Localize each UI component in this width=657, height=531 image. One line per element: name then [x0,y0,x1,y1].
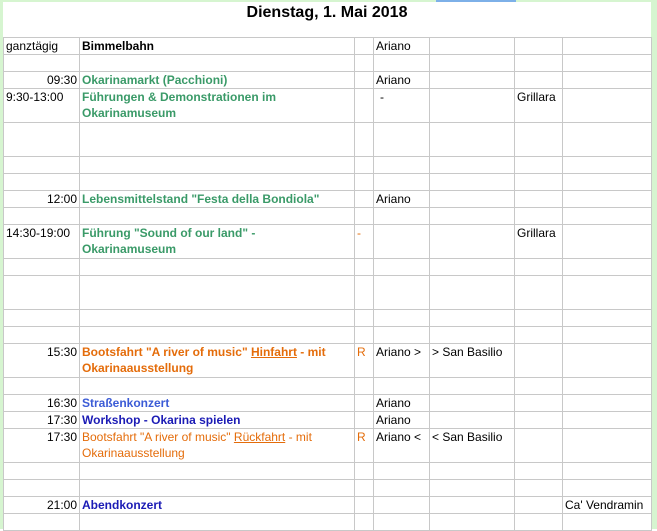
table-row [4,72,652,89]
cell-event[interactable]: Abendkonzert [80,497,355,514]
table-row [4,429,652,463]
table-row [4,327,652,344]
cell-time[interactable]: 12:00 [4,191,80,208]
cell-event[interactable]: Lebensmittelstand "Festa della Bondiola" [80,191,355,208]
cell-event[interactable]: Workshop - Okarina spielen [80,412,355,429]
cell-venue2[interactable] [563,38,652,55]
cell-event[interactable]: Bootsfahrt "A river of music" Hinfahrt - mit Okarinaausstellung [80,344,355,378]
cell-place[interactable]: Ariano [374,38,430,55]
table-row [4,310,652,327]
cell-event[interactable]: Bimmelbahn [80,38,355,55]
cell-event[interactable]: Bootsfahrt "A river of music" Rückfahrt - mit Okarinaausstellung [80,429,355,463]
cell-place[interactable]: Ariano [374,191,430,208]
table-row [4,276,652,310]
cell-time[interactable]: 15:30 [4,344,80,378]
cell-time[interactable]: 9:30-13:00 [4,89,80,123]
cell-place[interactable]: Ariano [374,72,430,89]
cell-venue[interactable]: Grillara [515,89,563,123]
cell-flag[interactable] [355,72,374,89]
cell-place[interactable]: Ariano [374,412,430,429]
cell-venue[interactable]: Grillara [515,225,563,259]
table-row [4,480,652,497]
rueckfahrt-link[interactable]: Rückfahrt [233,430,286,444]
cell-time[interactable]: 09:30 [4,72,80,89]
cell-time[interactable]: 21:00 [4,497,80,514]
cell-time[interactable]: ganztägig [4,38,80,55]
cell-route[interactable]: < San Basilio [430,429,515,463]
table-row [4,395,652,412]
cell-place[interactable]: Ariano < [374,429,430,463]
cell-place[interactable]: Ariano > [374,344,430,378]
cell-event[interactable]: Führung "Sound of our land" - Okarinamuseum [80,225,355,259]
table-row [4,463,652,480]
table-row [4,174,652,191]
cell-time[interactable]: 14:30-19:00 [4,225,80,259]
cell-flag[interactable] [355,89,374,123]
cell-time[interactable]: 17:30 [4,429,80,463]
cell-venue[interactable] [515,38,563,55]
cell-time[interactable]: 16:30 [4,395,80,412]
cell-place[interactable]: Ariano [374,395,430,412]
cell-place[interactable]: - [374,89,430,123]
table-row [4,497,652,514]
cell-flag[interactable]: R [355,344,374,378]
table-row [4,208,652,225]
table-row [4,514,652,531]
hinfahrt-link[interactable]: Hinfahrt [250,345,297,359]
cell-flag[interactable]: R [355,429,374,463]
table-row [4,157,652,174]
table-row [4,378,652,395]
cell-route[interactable]: > San Basilio [430,344,515,378]
cell-time[interactable]: 17:30 [4,412,80,429]
table-row [4,123,652,157]
table-row [4,38,652,55]
table-row [4,55,652,72]
table-row [4,344,652,378]
cell-event[interactable]: Okarinamarkt (Pacchioni) [80,72,355,89]
page-title: Dienstag, 1. Mai 2018 [246,4,408,21]
cell-event[interactable]: Führungen & Demonstrationen im Okarinamuseum [80,89,355,123]
table-row [4,412,652,429]
table-row [4,259,652,276]
schedule-table [3,37,652,531]
cell-flag[interactable] [355,38,374,55]
cell-event[interactable]: Straßenkonzert [80,395,355,412]
table-row [4,89,652,123]
table-row [4,191,652,208]
cell-venue2[interactable]: Ca' Vendramin [563,497,652,514]
cell-flag[interactable]: - [355,225,374,259]
table-row [4,225,652,259]
cell-route[interactable] [430,38,515,55]
